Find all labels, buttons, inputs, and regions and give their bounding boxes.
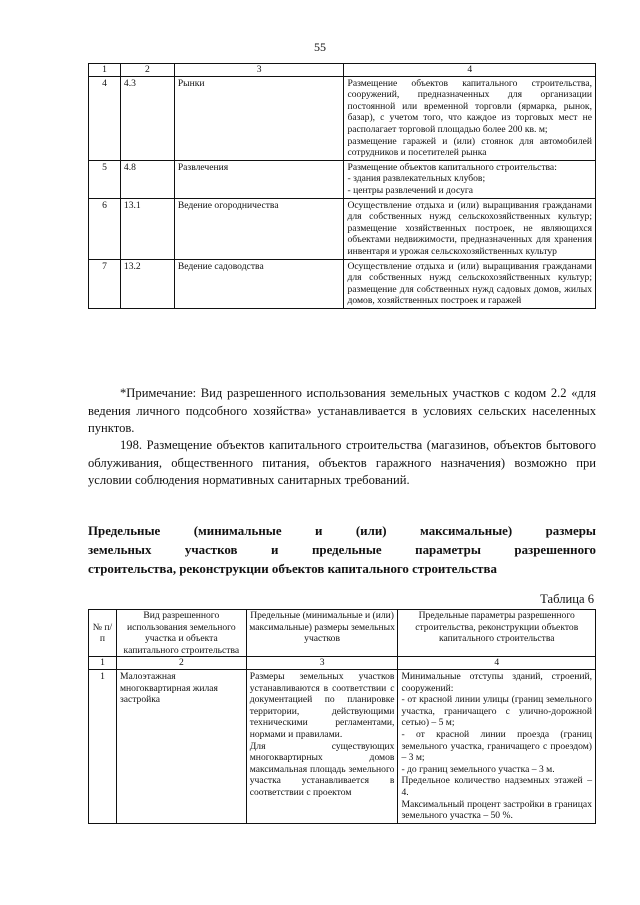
use-name: Рынки	[174, 76, 344, 160]
table-row	[89, 198, 596, 259]
column-number: 2	[116, 657, 246, 670]
description-line: Осуществление отдыха и (или) выращивания гражданами для собственных нужд сельскохозяйственных культур; размещение хозяйственных построек, не являющихся объектами недвижимости, предназначенных для хранения инвентаря и урожая сельскохозяйственных культур	[347, 199, 592, 257]
param-line: Максимальный процент застройки в границах земельного участка – 50 %.	[401, 798, 592, 822]
row-number: 6	[89, 198, 121, 259]
heading-line: строительства, реконструкции объектов капитального строительства	[88, 562, 497, 576]
heading-line: земельных участков и предельные параметры разрешенного	[88, 543, 596, 557]
header-cell: 3	[174, 64, 344, 77]
use-code: 4.3	[120, 76, 174, 160]
column-number: 3	[246, 657, 398, 670]
construction-parameters	[398, 669, 596, 823]
description-line: Осуществление отдыха и (или) выращивания гражданами для собственных нужд сельскохозяйственных культур; размещение для собственных нужд садовых домов, жилых домов, хозяйственных построек и гаражей	[347, 260, 592, 307]
header-cell: 1	[89, 64, 121, 77]
table-header-row	[89, 610, 596, 657]
use-code: 13.2	[120, 259, 174, 308]
column-number: 4	[398, 657, 596, 670]
header-cell: № п/п	[89, 610, 117, 657]
use-name: Ведение садоводства	[174, 259, 344, 308]
row-number: 4	[89, 76, 121, 160]
description-line: - центры развлечений и досуга	[347, 184, 474, 196]
param-line: - до границ земельного участка – 3 м.	[401, 763, 555, 775]
use-description	[344, 198, 596, 259]
use-description	[344, 76, 596, 160]
use-code: 4.8	[120, 160, 174, 198]
header-cell: Предельные (минимальные и (или) максимальные) размеры земельных участков	[246, 610, 398, 657]
use-name: Ведение огородничества	[174, 198, 344, 259]
param-line: Минимальные отступы зданий, строений, сооружений:	[401, 670, 592, 694]
use-code: 13.1	[120, 198, 174, 259]
page-number: 55	[314, 40, 326, 54]
note-paragraph: *Примечание: Вид разрешенного использования земельных участков с кодом 2.2 «для ведения личного подсобного хозяйства» устанавливается в условиях сельских населенных пунктов.	[88, 386, 596, 435]
land-use-table	[88, 63, 596, 309]
column-number: 1	[89, 657, 117, 670]
header-cell: 2	[120, 64, 174, 77]
use-description	[344, 160, 596, 198]
heading-line: Предельные (минимальные и (или) максимальные) размеры	[88, 524, 596, 538]
description-line: размещение гаражей и (или) стоянок для автомобилей сотрудников и посетителей рынка	[347, 135, 592, 159]
row-number: 5	[89, 160, 121, 198]
param-line: Предельное количество надземных этажей – 4.	[401, 775, 592, 798]
row-number: 7	[89, 259, 121, 308]
description-line: Размещение объектов капитального строительства, сооружений, предназначенных для организации постоянной или временной торговли (ярмарка, рынок, базар), с учетом того, что каждое из торговых мест не располагает торговой площадью более 200 кв. м;	[347, 77, 592, 135]
param-line: - от красной линии проезда (границ земельного участка, граничащего с проездом) – 3 м;	[401, 728, 592, 764]
sizes-line: Размеры земельных участков устанавливаются в соответствии с документацией по планировке территории, действующими техническими регламентами, нормами и правилами.	[249, 670, 395, 740]
header-cell: Вид разрешенного использования земельного участка и объекта капитального строительства	[116, 610, 246, 657]
table-row	[89, 259, 596, 308]
description-line: - здания развлекательных клубов;	[347, 173, 486, 185]
table-row	[89, 76, 596, 160]
sizes-line: Для существующих многоквартирных домов максимальная площадь земельного участка устанавливается в соответствии с проектом	[249, 740, 395, 798]
table-caption: Таблица 6	[540, 592, 594, 606]
column-number-row	[89, 657, 596, 670]
header-cell: Предельные параметры разрешенного строительства, реконструкции объектов капитального строительства	[398, 610, 596, 657]
section-heading	[88, 522, 596, 579]
land-plot-sizes	[246, 669, 398, 823]
row-number: 1	[89, 669, 117, 823]
description-line: Размещение объектов капитального строительства:	[347, 161, 557, 173]
param-line: - от красной линии улицы (границ земельного участка, граничащего с улично-дорожной сетью) – 5 м;	[401, 694, 592, 729]
table-row	[89, 669, 596, 823]
use-name: Развлечения	[174, 160, 344, 198]
use-description	[344, 259, 596, 308]
parameters-table	[88, 609, 596, 824]
header-cell: 4	[344, 64, 596, 77]
paragraph-198: 198. Размещение объектов капитального строительства (магазинов, объектов бытового облуживания, общественного питания, объектов гаражного назначения) возможно при условии соблюдения нормативных санитарных требований.	[88, 438, 596, 487]
use-name: Малоэтажная многоквартирная жилая застройка	[116, 669, 246, 823]
table-header-row	[89, 64, 596, 77]
table-row	[89, 160, 596, 198]
